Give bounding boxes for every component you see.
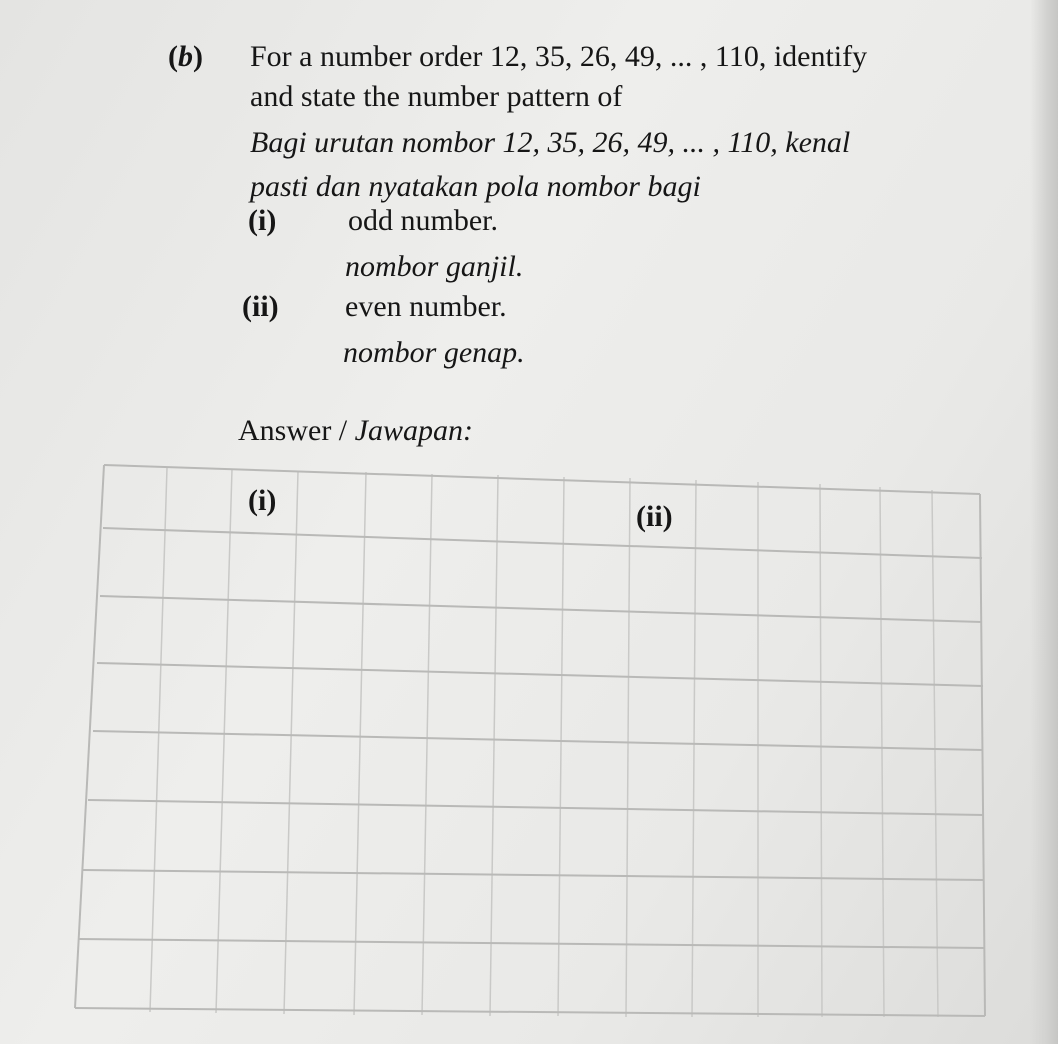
answer-grid-label-i: (i): [248, 484, 277, 517]
question-english-line-2: and state the number pattern of: [250, 80, 623, 113]
part-ii-numeral: (ii): [242, 290, 279, 323]
part-ii-malay: nombor genap.: [343, 336, 525, 369]
answer-grid-label-ii: (ii): [636, 500, 673, 533]
part-i-malay: nombor ganjil.: [345, 250, 524, 283]
answer-heading: Answer / Jawapan:: [238, 414, 473, 447]
question-malay-line-1: Bagi urutan nombor 12, 35, 26, 49, ... , 110, kenal: [250, 126, 851, 159]
grid-minor-lines: [150, 468, 938, 1017]
question-label: (b): [168, 40, 203, 73]
part-i-numeral: (i): [248, 204, 277, 237]
question-english-line-1: For a number order 12, 35, 26, 49, ... , 110, identify: [250, 40, 868, 73]
grid-major-lines: [75, 465, 985, 1016]
question-malay-line-2: pasti dan nyatakan pola nombor bagi: [250, 170, 701, 203]
part-i-english: odd number.: [348, 204, 498, 237]
part-ii-english: even number.: [345, 290, 507, 323]
